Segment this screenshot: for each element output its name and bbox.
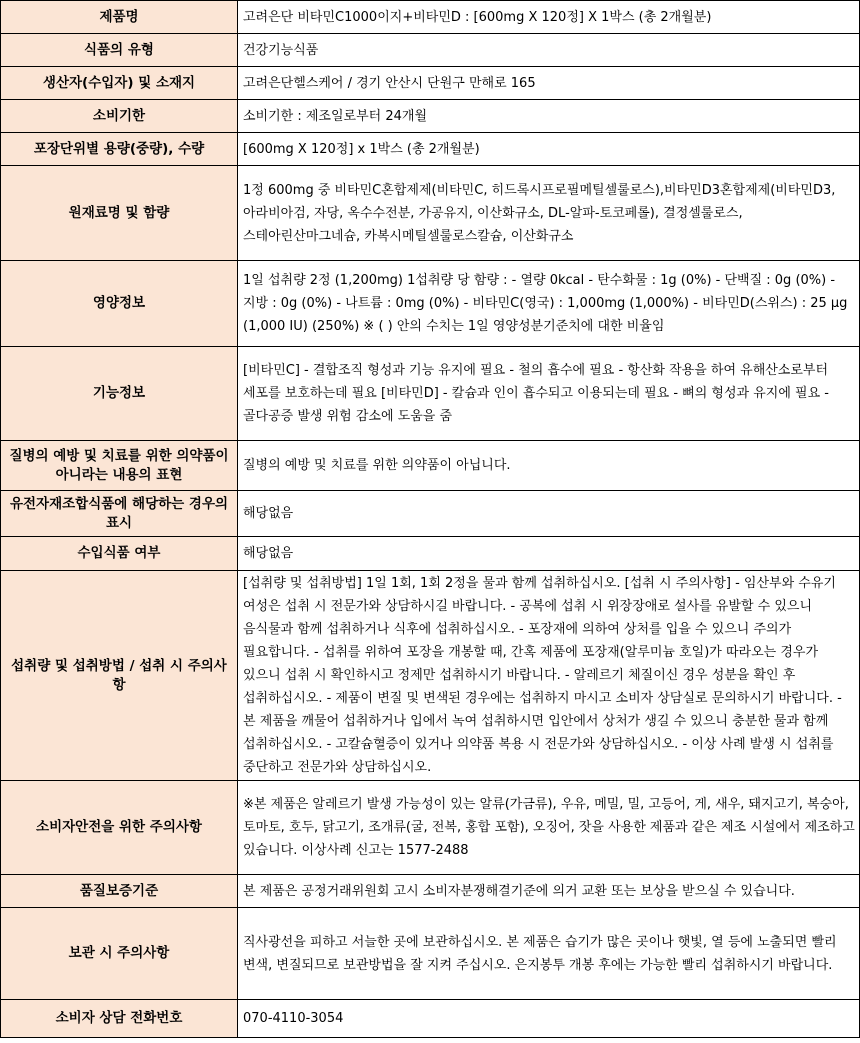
label-nutrition: 영양정보 (1, 261, 238, 347)
value-package-quantity: [600mg X 120정] x 1박스 (총 2개월분) (238, 133, 860, 166)
value-nutrition: 1일 섭취량 2정 (1,200mg) 1섭취량 당 함량 : - 열량 0kcal - 탄수화물 : 1g (0%) - 단백질 : 0g (0%) - 지방 : 0g (0%) - 나트륨 : 0mg (0%) - 비타민C(영국) : 1,000mg (1,000%) - 비타민D(스위스) : 25 μg (1,000 IU) (250%) ※ ( ) 안의 수치는 1일 영양성분기준치에 대한 비율임 (238, 261, 860, 347)
label-gmo: 유전자재조합식품에 해당하는 경우의 표시 (1, 491, 238, 537)
row-intake (1, 571, 860, 781)
row-food-type (1, 34, 860, 67)
label-quality: 품질보증기준 (1, 875, 238, 908)
label-storage: 보관 시 주의사항 (1, 908, 238, 1000)
value-quality: 본 제품은 공정거래위원회 고시 소비자분쟁해결기준에 의거 교환 또는 보상을 받으실 수 있습니다. (238, 875, 860, 908)
label-imported: 수입식품 여부 (1, 537, 238, 571)
label-not-medicine: 질병의 예방 및 치료를 위한 의약품이 아니라는 내용의 표현 (1, 441, 238, 491)
row-storage (1, 908, 860, 1000)
row-manufacturer (1, 67, 860, 100)
label-manufacturer: 생산자(수입자) 및 소재지 (1, 67, 238, 100)
label-product-name: 제품명 (1, 1, 238, 34)
value-function: [비타민C] - 결합조직 형성과 기능 유지에 필요 - 철의 흡수에 필요 - 항산화 작용을 하여 유해산소로부터 세포를 보호하는데 필요 [비타민D] - 칼슘과 인이 흡수되고 이용되는데 필요 - 뼈의 형성과 유지에 필요 - 골다공증 발생 위험 감소에 도움을 줌 (238, 347, 860, 441)
value-ingredients: 1정 600mg 중 비타민C혼합제제(비타민C, 히드록시프로필메틸셀룰로스),비타민D3혼합제제(비타민D3, 아라비아검, 자당, 옥수수전분, 가공유지, 이산화규소, DL-알파-토코페롤), 결정셀룰로스, 스테아린산마그네슘, 카복시메틸셀룰로스칼슘, 이산화규소 (238, 166, 860, 261)
label-expiry: 소비기한 (1, 100, 238, 133)
row-imported (1, 537, 860, 571)
row-contact (1, 1000, 860, 1038)
value-manufacturer: 고려은단헬스케어 / 경기 안산시 단원구 만해로 165 (238, 67, 860, 100)
label-ingredients: 원재료명 및 함량 (1, 166, 238, 261)
row-function (1, 347, 860, 441)
row-expiry (1, 100, 860, 133)
label-function: 기능정보 (1, 347, 238, 441)
value-gmo: 해당없음 (238, 491, 860, 537)
row-ingredients (1, 166, 860, 261)
value-intake: [섭취량 및 섭취방법] 1일 1회, 1회 2정을 물과 함께 섭취하십시오. [섭취 시 주의사항] - 임산부와 수유기 여성은 섭취 시 전문가와 상담하시길 바랍니다. - 공복에 섭취 시 위장장애로 설사를 유발할 수 있으니 음식물과 함께 섭취하거나 식후에 섭취하십시오. - 포장재에 의하여 상처를 입을 수 있으니 주의가 필요합니다. - 섭취를 위하여 포장을 개봉할 때, 간혹 제품에 포장재(알루미늄 호일)가 따라오는 경우가 있으니 섭취 시 확인하시고 정제만 섭취하시기 바랍니다. - 알레르기 체질이신 경우 성분을 확인 후 섭취하십시오. - 제품이 변질 및 변색된 경우에는 섭취하지 마시고 소비자 상담실로 문의하시기 바랍니다. - 본 제품을 깨물어 섭취하거나 입에서 녹여 섭취하시면 입안에서 상처가 생길 수 있으니 충분한 물과 함께 섭취하십시오. - 고칼슘혈증이 있거나 의약품 복용 시 전문가와 상담하십시오. - 이상 사례 발생 시 섭취를 중단하고 전문가와 상담하십시오. (238, 571, 860, 781)
value-not-medicine: 질병의 예방 및 치료를 위한 의약품이 아닙니다. (238, 441, 860, 491)
label-package-quantity: 포장단위별 용량(중량), 수량 (1, 133, 238, 166)
row-nutrition (1, 261, 860, 347)
value-imported: 해당없음 (238, 537, 860, 571)
label-intake: 섭취량 및 섭취방법 / 섭취 시 주의사항 (1, 571, 238, 781)
value-food-type: 건강기능식품 (238, 34, 860, 67)
row-safety (1, 781, 860, 875)
value-safety: ※본 제품은 알레르기 발생 가능성이 있는 알류(가금류), 우유, 메밀, 밀, 고등어, 게, 새우, 돼지고기, 복숭아, 토마토, 호두, 닭고기, 조개류(굴, 전복, 홍합 포함), 오징어, 잣을 사용한 제품과 같은 제조 시설에서 제조하고 있습니다. 이상사례 신고는 1577-2488 (238, 781, 860, 875)
row-not-medicine (1, 441, 860, 491)
label-safety: 소비자안전을 위한 주의사항 (1, 781, 238, 875)
label-food-type: 식품의 유형 (1, 34, 238, 67)
row-gmo (1, 491, 860, 537)
value-expiry: 소비기한 : 제조일로부터 24개월 (238, 100, 860, 133)
value-product-name: 고려은단 비타민C1000이지+비타민D : [600mg X 120정] X 1박스 (총 2개월분) (238, 1, 860, 34)
row-quality (1, 875, 860, 908)
row-product-name (1, 1, 860, 34)
value-storage: 직사광선을 피하고 서늘한 곳에 보관하십시오. 본 제품은 습기가 많은 곳이나 햇빛, 열 등에 노출되면 빨리 변색, 변질되므로 보관방법을 잘 지켜 주십시오. 은지봉투 개봉 후에는 가능한 빨리 섭취하시기 바랍니다. (238, 908, 860, 1000)
label-contact: 소비자 상담 전화번호 (1, 1000, 238, 1038)
row-package-quantity (1, 133, 860, 166)
value-contact: 070-4110-3054 (238, 1000, 860, 1038)
